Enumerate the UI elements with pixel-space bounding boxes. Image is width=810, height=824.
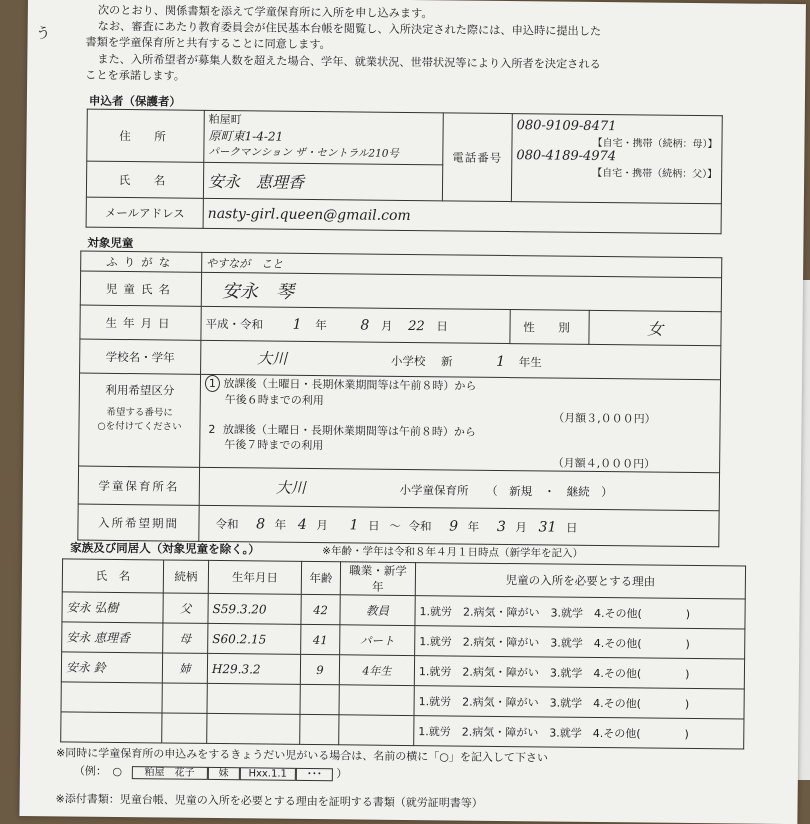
phone-note: 【自宅・携帯（続柄：父）】 <box>592 167 718 181</box>
child-table <box>77 251 722 548</box>
table-row <box>61 712 744 749</box>
col-header: 職業・新学年 <box>340 562 415 596</box>
option-fee: （月額４,０００円） <box>552 456 656 471</box>
facility-option: （ 新規 ・ 継続 ） <box>486 483 613 500</box>
phone-number: 080-4189-4974 <box>516 148 617 165</box>
facility-suffix: 小学童保育所 <box>399 482 469 498</box>
year-char: 年 <box>274 517 287 532</box>
period-year: 8 <box>256 515 266 533</box>
intro-line: また、入所希望者が募集人数を超えた場合、学年、就業状況、世帯状況等により入所者を決定される <box>97 52 601 71</box>
application-form <box>19 0 806 824</box>
family-name[interactable]: 安永 弘樹 <box>62 592 163 623</box>
month-char: 月 <box>515 519 528 534</box>
example-more: ･･･ <box>296 768 333 781</box>
family-job[interactable]: 4年生 <box>339 655 414 686</box>
family-age[interactable]: 41 <box>301 624 340 654</box>
address-label: 住 所 <box>87 109 205 162</box>
school-label: 学校名・学年 <box>80 339 201 374</box>
option-number: 2 <box>208 422 216 436</box>
family-rel[interactable] <box>162 683 207 713</box>
use-note: ○を付けてください <box>97 420 182 433</box>
day-char: 日 <box>436 318 448 333</box>
birth-field[interactable] <box>201 306 510 343</box>
address-hand: パークマンション ザ・セントラル210号 <box>208 145 400 160</box>
option-text: 午後６時までの利用 <box>224 393 324 408</box>
example-name: 粕屋 花子 <box>131 766 207 780</box>
family-age[interactable] <box>300 714 339 744</box>
family-birth[interactable]: H29.3.2 <box>207 653 300 684</box>
option-fee: （月額３,０００円） <box>553 411 656 426</box>
school-field[interactable] <box>201 340 721 379</box>
reason-options[interactable]: 1.就労 2.病気・障がい 3.就学 4.その他( ) <box>415 596 745 629</box>
day-char: 日 <box>566 520 578 535</box>
reason-options[interactable]: 1.就労 2.病気・障がい 3.就学 4.その他( ) <box>414 686 744 719</box>
year-char: 年 <box>467 519 480 534</box>
intro-line: 次のとおり、関係書類を添えて学童保育所に入所を申し込みます。 <box>97 3 433 21</box>
family-note: ※年齢・学年は令和８年４月１日時点（新学年を記入） <box>322 545 584 560</box>
birth-day: 22 <box>408 318 425 334</box>
gender-field[interactable]: 女 <box>589 310 721 345</box>
use-label-cell <box>79 373 201 467</box>
period-month: 4 <box>297 516 307 533</box>
intro-text <box>85 3 726 91</box>
day-char: 日 <box>368 518 380 533</box>
email-field[interactable]: nasty-girl.queen@gmail.com <box>203 198 721 233</box>
family-section-title: 家族及び同居人（対象児童を除く。） <box>70 540 260 557</box>
intro-line: なお、審査にあたり教育委員会が住民基本台帳を閲覧し、入所決定された際には、申込時に提出した <box>97 19 602 39</box>
family-age[interactable] <box>300 684 339 714</box>
applicant-section-title: 申込者（保護者） <box>88 93 181 109</box>
col-header: 年齢 <box>301 561 340 594</box>
margin-handwriting: う <box>35 24 51 43</box>
col-header: 生年月日 <box>208 560 301 594</box>
family-rel[interactable] <box>162 713 207 743</box>
reason-options[interactable]: 1.就労 2.病気・障がい 3.就学 4.その他( ) <box>415 626 745 659</box>
family-name[interactable]: 安永 鈴 <box>61 652 162 683</box>
period-era: 令和 <box>408 518 432 533</box>
school-suffix: 小学校 <box>390 353 426 369</box>
period-era: 令和 <box>215 516 239 531</box>
family-job[interactable]: 教員 <box>340 595 415 626</box>
gender-label: 性 別 <box>510 310 589 345</box>
period-day: 1 <box>349 516 359 533</box>
family-age[interactable]: 42 <box>301 594 340 624</box>
school-new: 新 <box>440 354 453 369</box>
birth-month: 8 <box>360 316 370 334</box>
applicant-table <box>86 109 723 235</box>
example-rel: 妹 <box>207 767 239 780</box>
birth-era: 平成・令和 <box>205 316 264 331</box>
child-name-field[interactable]: 安永 琴 <box>201 272 721 311</box>
option-text: 午後７時までの利用 <box>224 438 324 453</box>
phone-field[interactable] <box>511 114 722 204</box>
reason-options[interactable]: 1.就労 2.病気・障がい 3.就学 4.その他( ) <box>414 656 744 689</box>
family-name[interactable] <box>61 682 162 713</box>
facility-name: 大川 <box>275 478 306 497</box>
family-birth[interactable]: S59.3.20 <box>208 593 301 624</box>
name-label: 氏 名 <box>86 161 203 198</box>
facility-field[interactable] <box>199 467 719 510</box>
sibling-note: ※同時に学童保育所の申込みをするきょうだい児がいる場合は、名前の横に「○」を記入して下さい <box>56 746 548 765</box>
col-header: 氏 名 <box>62 559 163 593</box>
family-table <box>60 558 746 749</box>
phone-note: 【自宅・携帯（続柄：母）】 <box>592 137 718 151</box>
phone-number: 080-9109-8471 <box>516 118 617 135</box>
use-note: 希望する番号に <box>106 406 173 419</box>
month-char: 月 <box>380 318 393 333</box>
child-name-label: 児童氏名 <box>80 271 201 306</box>
family-birth[interactable] <box>207 683 300 714</box>
period-year: 9 <box>449 517 459 535</box>
example-birth: Hxx.1.1 <box>239 767 296 781</box>
period-label: 入所希望期間 <box>78 504 199 541</box>
school-name: 大川 <box>257 349 288 368</box>
period-day: 31 <box>538 518 557 536</box>
intro-line: ことを承諾します。 <box>85 68 186 83</box>
reason-options[interactable]: 1.就労 2.病気・障がい 3.就学 4.その他( ) <box>414 716 744 749</box>
year-char: 年 <box>315 317 327 332</box>
intro-line: 書類を学童保育所と共有することに同意します。 <box>85 36 331 52</box>
option-text: 放課後（土曜日・長期休業期間等は午前８時）から <box>222 423 477 439</box>
family-rel[interactable]: 父 <box>163 593 208 623</box>
family-age[interactable]: 9 <box>300 654 339 684</box>
period-tilde: 〜 <box>389 518 401 533</box>
furigana-field[interactable]: やすなが こと <box>202 252 722 277</box>
period-month: 3 <box>496 518 506 535</box>
family-job[interactable] <box>339 685 414 716</box>
grade-suffix: 年生 <box>518 355 542 370</box>
email-label: メールアドレス <box>86 197 203 228</box>
birth-label: 生年月日 <box>80 305 201 340</box>
applicant-name[interactable]: 安永 恵理香 <box>203 162 442 201</box>
facility-label: 学童保育所名 <box>78 466 199 505</box>
col-header: 続柄 <box>163 560 208 593</box>
address-printed: 粕屋町 <box>208 112 242 127</box>
birth-year: 1 <box>292 316 302 333</box>
phone-label: 電話番号 <box>442 113 512 202</box>
family-birth[interactable]: S60.2.15 <box>208 623 301 654</box>
family-rel[interactable]: 母 <box>163 623 208 653</box>
month-char: 月 <box>316 517 329 532</box>
family-job[interactable] <box>339 715 414 746</box>
child-section-title: 対象児童 <box>87 235 134 251</box>
example-label: （例： ○ <box>73 764 123 779</box>
family-job[interactable]: パート <box>340 625 415 656</box>
option-text: 放課後（土曜日・長期休業期間等は午前８時）から <box>223 377 477 393</box>
furigana-label: ふりがな <box>81 251 202 272</box>
attachment-note: ※添付書類：児童台帳、児童の入所を必要とする理由を証明する書類（就労証明書等） <box>55 792 483 810</box>
address-hand: 原町東1-4-21 <box>208 128 284 144</box>
option-number-circled: 1 <box>205 375 220 392</box>
address-field[interactable] <box>204 110 444 164</box>
col-header: 児童の入所を必要とする理由 <box>415 563 745 599</box>
grade-value: 1 <box>496 353 506 371</box>
family-rel[interactable]: 姉 <box>162 653 207 683</box>
period-field[interactable] <box>199 505 719 546</box>
family-name[interactable] <box>61 712 162 743</box>
family-name[interactable]: 安永 恵理香 <box>62 622 163 653</box>
use-label: 利用希望区分 <box>105 382 175 398</box>
example-row: （例： ○ 粕屋 花子 妹 Hxx.1.1 ･･･ ） <box>73 764 348 781</box>
use-options <box>200 374 721 472</box>
family-birth[interactable] <box>207 713 300 744</box>
